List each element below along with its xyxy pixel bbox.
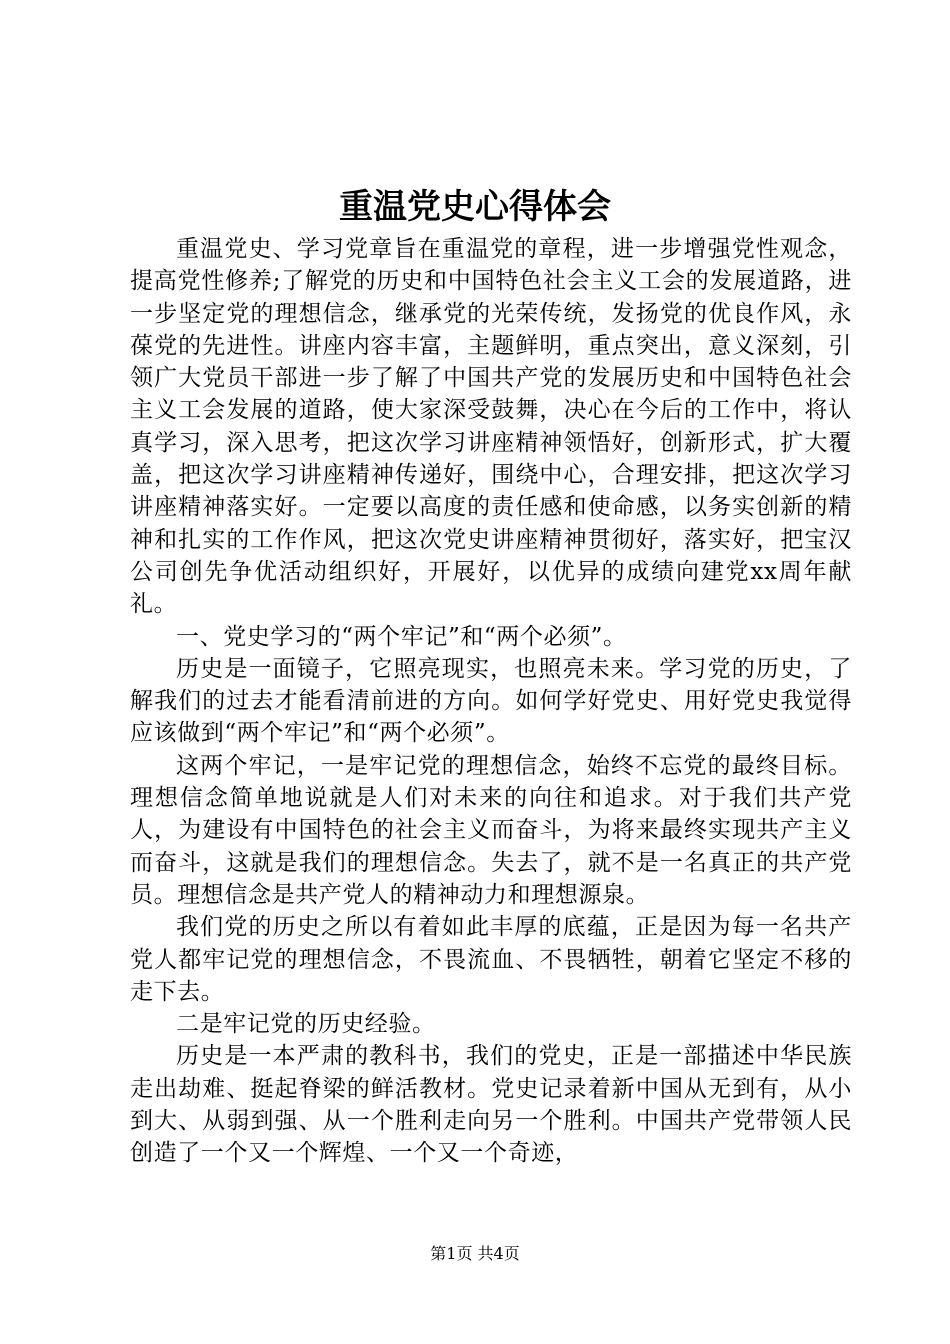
paragraph-textbook: 历史是一本严肃的教科书，我们的党史，正是一部描述中华民族走出劫难、挺起脊梁的鲜活教材。党史记录着新中国从无到有，从小到大、从弱到强、从一个胜利走向另一个胜利。中国共产党带领人民创造了一个又一个辉煌、一个又一个奇迹， [130,1043,852,1167]
paragraph-history-mirror: 历史是一面镜子，它照亮现实，也照亮未来。学习党的历史，了解我们的过去才能看清前进的方向。如何学好党史、用好党史我觉得应该做到“两个牢记”和“两个必须”。 [130,655,852,747]
section-heading-1: 一、党史学习的“两个牢记”和“两个必须”。 [176,623,627,650]
paragraph-ideals: 这两个牢记，一是牢记党的理想信念，始终不忘党的最终目标。理想信念简单地说就是人们对未来的向往和追求。对于我们共产党人，为建设有中国特色的社会主义而奋斗，为将来最终实现共产主义而奋斗，这就是我们的理想信念。失去了，就不是一名真正的共产党员。理想信念是共产党人的精神动力和理想源泉。 [130,752,852,908]
document-title: 重温党史心得体会 [339,187,611,227]
section-heading-2: 二是牢记党的历史经验。 [176,1011,436,1038]
paragraph-intro: 重温党史、学习党章旨在重温党的章程，进一步增强党性观念，提高党性修养;了解党的历史和中国特色社会主义工会的发展道路，进一步坚定党的理想信念，继承党的光荣传统，发扬党的优良作风，永葆党的先进性。讲座内容丰富，主题鲜明，重点突出，意义深刻，引领广大党员干部进一步了解了中国共产党的发展历史和中国特色社会主义工会发展的道路，使大家深受鼓舞，决心在今后的工作中，将认真学习，深入思考，把这次学习讲座精神领悟好，创新形式，扩大覆盖，把这次学习讲座精神传递好，围绕中心，合理安排，把这次学习讲座精神落实好。一定要以高度的责任感和使命感，以务实创新的精神和扎实的工作作风，把这次党史讲座精神贯彻好，落实好，把宝汉公司创先争优活动组织好，开展好，以优异的成绩向建党xx周年献礼。 [130,236,852,618]
paragraph-party-history: 我们党的历史之所以有着如此丰厚的底蕴，正是因为每一名共产党人都牢记党的理想信念，不畏流血、不畏牺牲，朝着它坚定不移的走下去。 [130,914,852,1005]
document-body [130,233,852,1170]
page-footer: 第1页 共4页 [430,1244,520,1263]
